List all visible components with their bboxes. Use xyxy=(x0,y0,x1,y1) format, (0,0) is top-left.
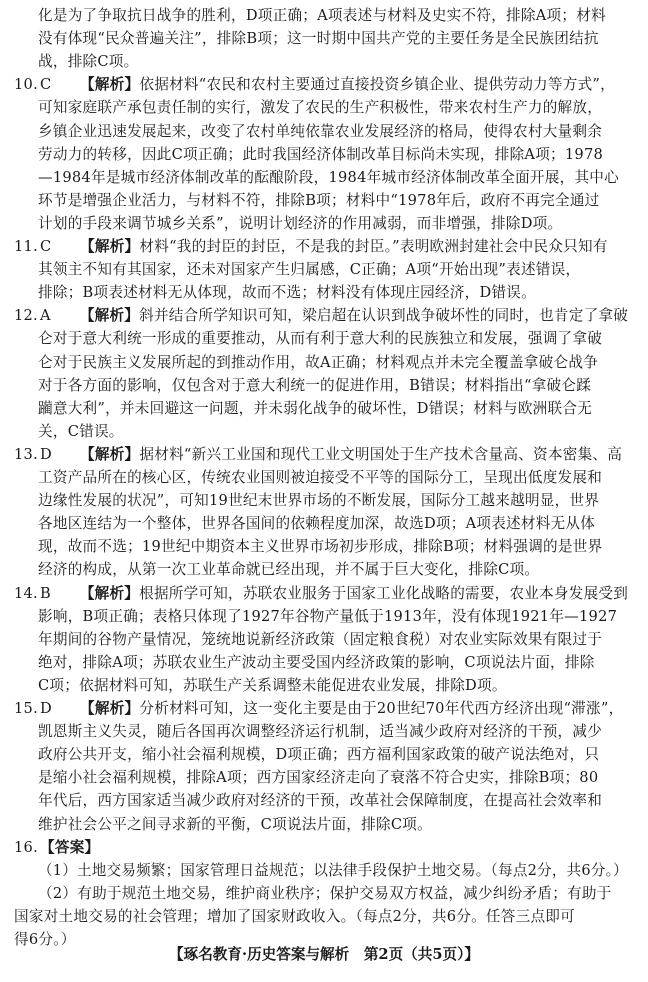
analysis-tag: 【解析】 xyxy=(80,238,140,255)
question-number: 11. xyxy=(14,238,38,255)
text-line: （2）有助于规范土地交易，维护商业秩序；保护交易双方权益，减少纠纷矛盾；有助于 xyxy=(38,885,612,902)
text-line: 根据所学可知，苏联农业服务于国家工业化战略的需要，农业本身发展受到 xyxy=(139,585,629,602)
analysis-tag: 【解析】 xyxy=(79,585,140,602)
question-number: 10. xyxy=(14,76,38,93)
text-line: （1）土地交易频繁；国家管理日益规范；以法律手段保护土地交易。（每点2分，共6分。） xyxy=(38,862,628,879)
text-line: 环节是增强企业活力，与材料不符，排除B项；材料中“1978年后，政府不再完全通过 xyxy=(38,192,600,209)
text-line: 年期间的谷物产量情况，笼统地说新经济政策（固定粮食税）对农业实际效果有限过于 xyxy=(38,631,603,648)
text-line: 得6分。） xyxy=(14,931,76,948)
text-line: 战，排除C项。 xyxy=(38,53,139,70)
text-line: 凯恩斯主义失灵，随后各国再次调整经济运行机制，适当减少政府对经济的干预，减少 xyxy=(38,723,603,740)
text-line: 仑对于民族主义发展所起的到推动作用，故A正确；材料观点并未完全覆盖拿破仑战争 xyxy=(38,354,599,371)
answer-tag: 【答案】 xyxy=(40,839,100,856)
text-line: 是缩小社会福利规模，排除A项；西方国家经济走向了衰落不符合史实，排除B项；80 xyxy=(38,769,599,786)
text-line: 可知家庭联产承包责任制的实行，激发了农民的生产积极性，带来农村生产力的解放， xyxy=(38,99,603,116)
text-line: C项；依据材料可知，苏联生产关系调整未能促进农业发展，排除D项。 xyxy=(38,677,507,694)
text-line: 没有体现“民众普遍关注”，排除B项；这一时期中国共产党的主要任务是全民族团结抗 xyxy=(38,30,599,47)
question-11-header xyxy=(14,237,608,257)
question-number: 14. xyxy=(14,585,38,602)
answer-letter: A xyxy=(39,307,51,324)
answer-letter: C xyxy=(40,76,52,93)
question-number: 13. xyxy=(14,446,38,463)
question-12-header xyxy=(14,306,628,326)
answer-letter: D xyxy=(40,446,52,463)
analysis-tag: 【解析】 xyxy=(80,446,140,463)
text-line: 年代后，西方国家适当减少政府对经济的干预，改革社会保障制度，在提高社会效率和 xyxy=(38,792,603,809)
text-line: 计划的手段来调节城乡关系”，说明计划经济的作用减弱，而非增强，排除D项。 xyxy=(38,215,563,232)
question-15-header xyxy=(14,699,623,719)
answer-letter: D xyxy=(40,700,52,717)
text-line: 斜并结合所学知识可知，梁启超在认识到战争破坏性的同时，也肯定了拿破 xyxy=(139,307,629,324)
text-line: 关，C错误。 xyxy=(38,423,124,440)
analysis-tag: 【解析】 xyxy=(79,307,140,324)
question-number: 12. xyxy=(14,307,38,324)
text-line: 其领主不知有其国家，还未对国家产生归属感，C正确；A项“开始出现”表述错误， xyxy=(38,261,581,278)
text-line: 维护社会公平之间寻求新的平衡，C项说法片面，排除C项。 xyxy=(38,816,432,833)
text-line: 国家对土地交易的社会管理；增加了国家财政收入。（每点2分，共6分。任答三点即可 xyxy=(14,908,575,925)
text-line: 据材料“新兴工业国和现代工业文明国处于生产技术含量高、资本密集、高 xyxy=(139,446,623,463)
text-line: 对于各方面的影响，仅包含对于意大利统一的促进作用，B错误；材料指出“拿破仑蹂 xyxy=(38,377,592,394)
text-line: 工资产品所在的核心区，传统农业国则被迫接受不平等的国际分工，呈现出低度发展和 xyxy=(38,469,603,486)
text-line: 乡镇企业迅速发展起来，改变了农村单纯依靠农业发展经济的格局，使得农村大量剩余 xyxy=(38,123,603,140)
question-number: 15. xyxy=(14,700,38,717)
text-line: —1984年是城市经济体制改革的酝酿阶段，1984年城市经济体制改革全面开展，其中心 xyxy=(38,169,619,186)
text-line: 政府公共开支，缩小社会福利规模，D项正确；西方福利国家政策的破产说法绝对，只 xyxy=(38,746,600,763)
question-10-header xyxy=(14,75,615,95)
question-number: 16. xyxy=(14,839,38,856)
text-line: 劳动力的转移，因此C项正确；此时我国经济体制改革目标尚未实现，排除A项；1978 xyxy=(38,146,604,163)
text-line: 现，故而不选；19世纪中期资本主义世界市场初步形成，排除B项；材料强调的是世界 xyxy=(38,538,603,555)
text-line: 依据材料“农民和农村主要通过直接投资乡镇企业、提供劳动力等方式”， xyxy=(139,76,615,93)
text-line: 材料“我的封臣的封臣，不是我的封臣。”表明欧洲封建社会中民众只知有 xyxy=(139,238,608,255)
answer-letter: B xyxy=(39,585,51,602)
text-line: 影响，B项正确；表格只体现了1927年谷物产量低于1913年，没有体现1921年—1927 xyxy=(38,608,618,625)
text-line: 躏意大利”，并未回避这一问题，并未弱化战争的破坏性，D错误；材料与欧洲联合无 xyxy=(38,400,593,417)
question-13-header xyxy=(14,445,622,465)
question-14-header xyxy=(14,584,628,604)
text-line: 经济的构成，从第一次工业革命就已经出现，并不属于巨大变化，排除C项。 xyxy=(38,561,540,578)
text-line: 仑对于意大利统一形成的重要推动，从而有利于意大利的民族独立和发展，强调了拿破 xyxy=(38,330,603,347)
analysis-tag: 【解析】 xyxy=(80,76,140,93)
text-line: 绝对，排除A项；苏联农业生产波动主要受国内经济政策的影响，C项说法片面，排除 xyxy=(38,654,595,671)
text-line: 化是为了争取抗日战争的胜利，D项正确；A项表述与材料及史实不符，排除A项；材料 xyxy=(38,7,606,24)
text-line: 排除；B项表述材料无从体现，故而不选；材料没有体现庄园经济，D错误。 xyxy=(38,284,536,301)
answer-letter: C xyxy=(40,238,52,255)
analysis-tag: 【解析】 xyxy=(80,700,140,717)
text-line: 边缘性发展的状况”，可知19世纪末世界市场的不断发展，国际分工越来越明显，世界 xyxy=(38,492,600,509)
question-16-header xyxy=(14,838,99,858)
text-line: 各地区连结为一个整体，世界各国间的依赖程度加深，故选D项；A项表述材料无从体 xyxy=(38,515,596,532)
text-line: 分析材料可知，这一变化主要是由于20世纪70年代西方经济出现“滞涨”， xyxy=(139,700,624,717)
page-footer: 【琢名教育·历史答案与解析 第2页（共5页）】 xyxy=(169,946,479,963)
